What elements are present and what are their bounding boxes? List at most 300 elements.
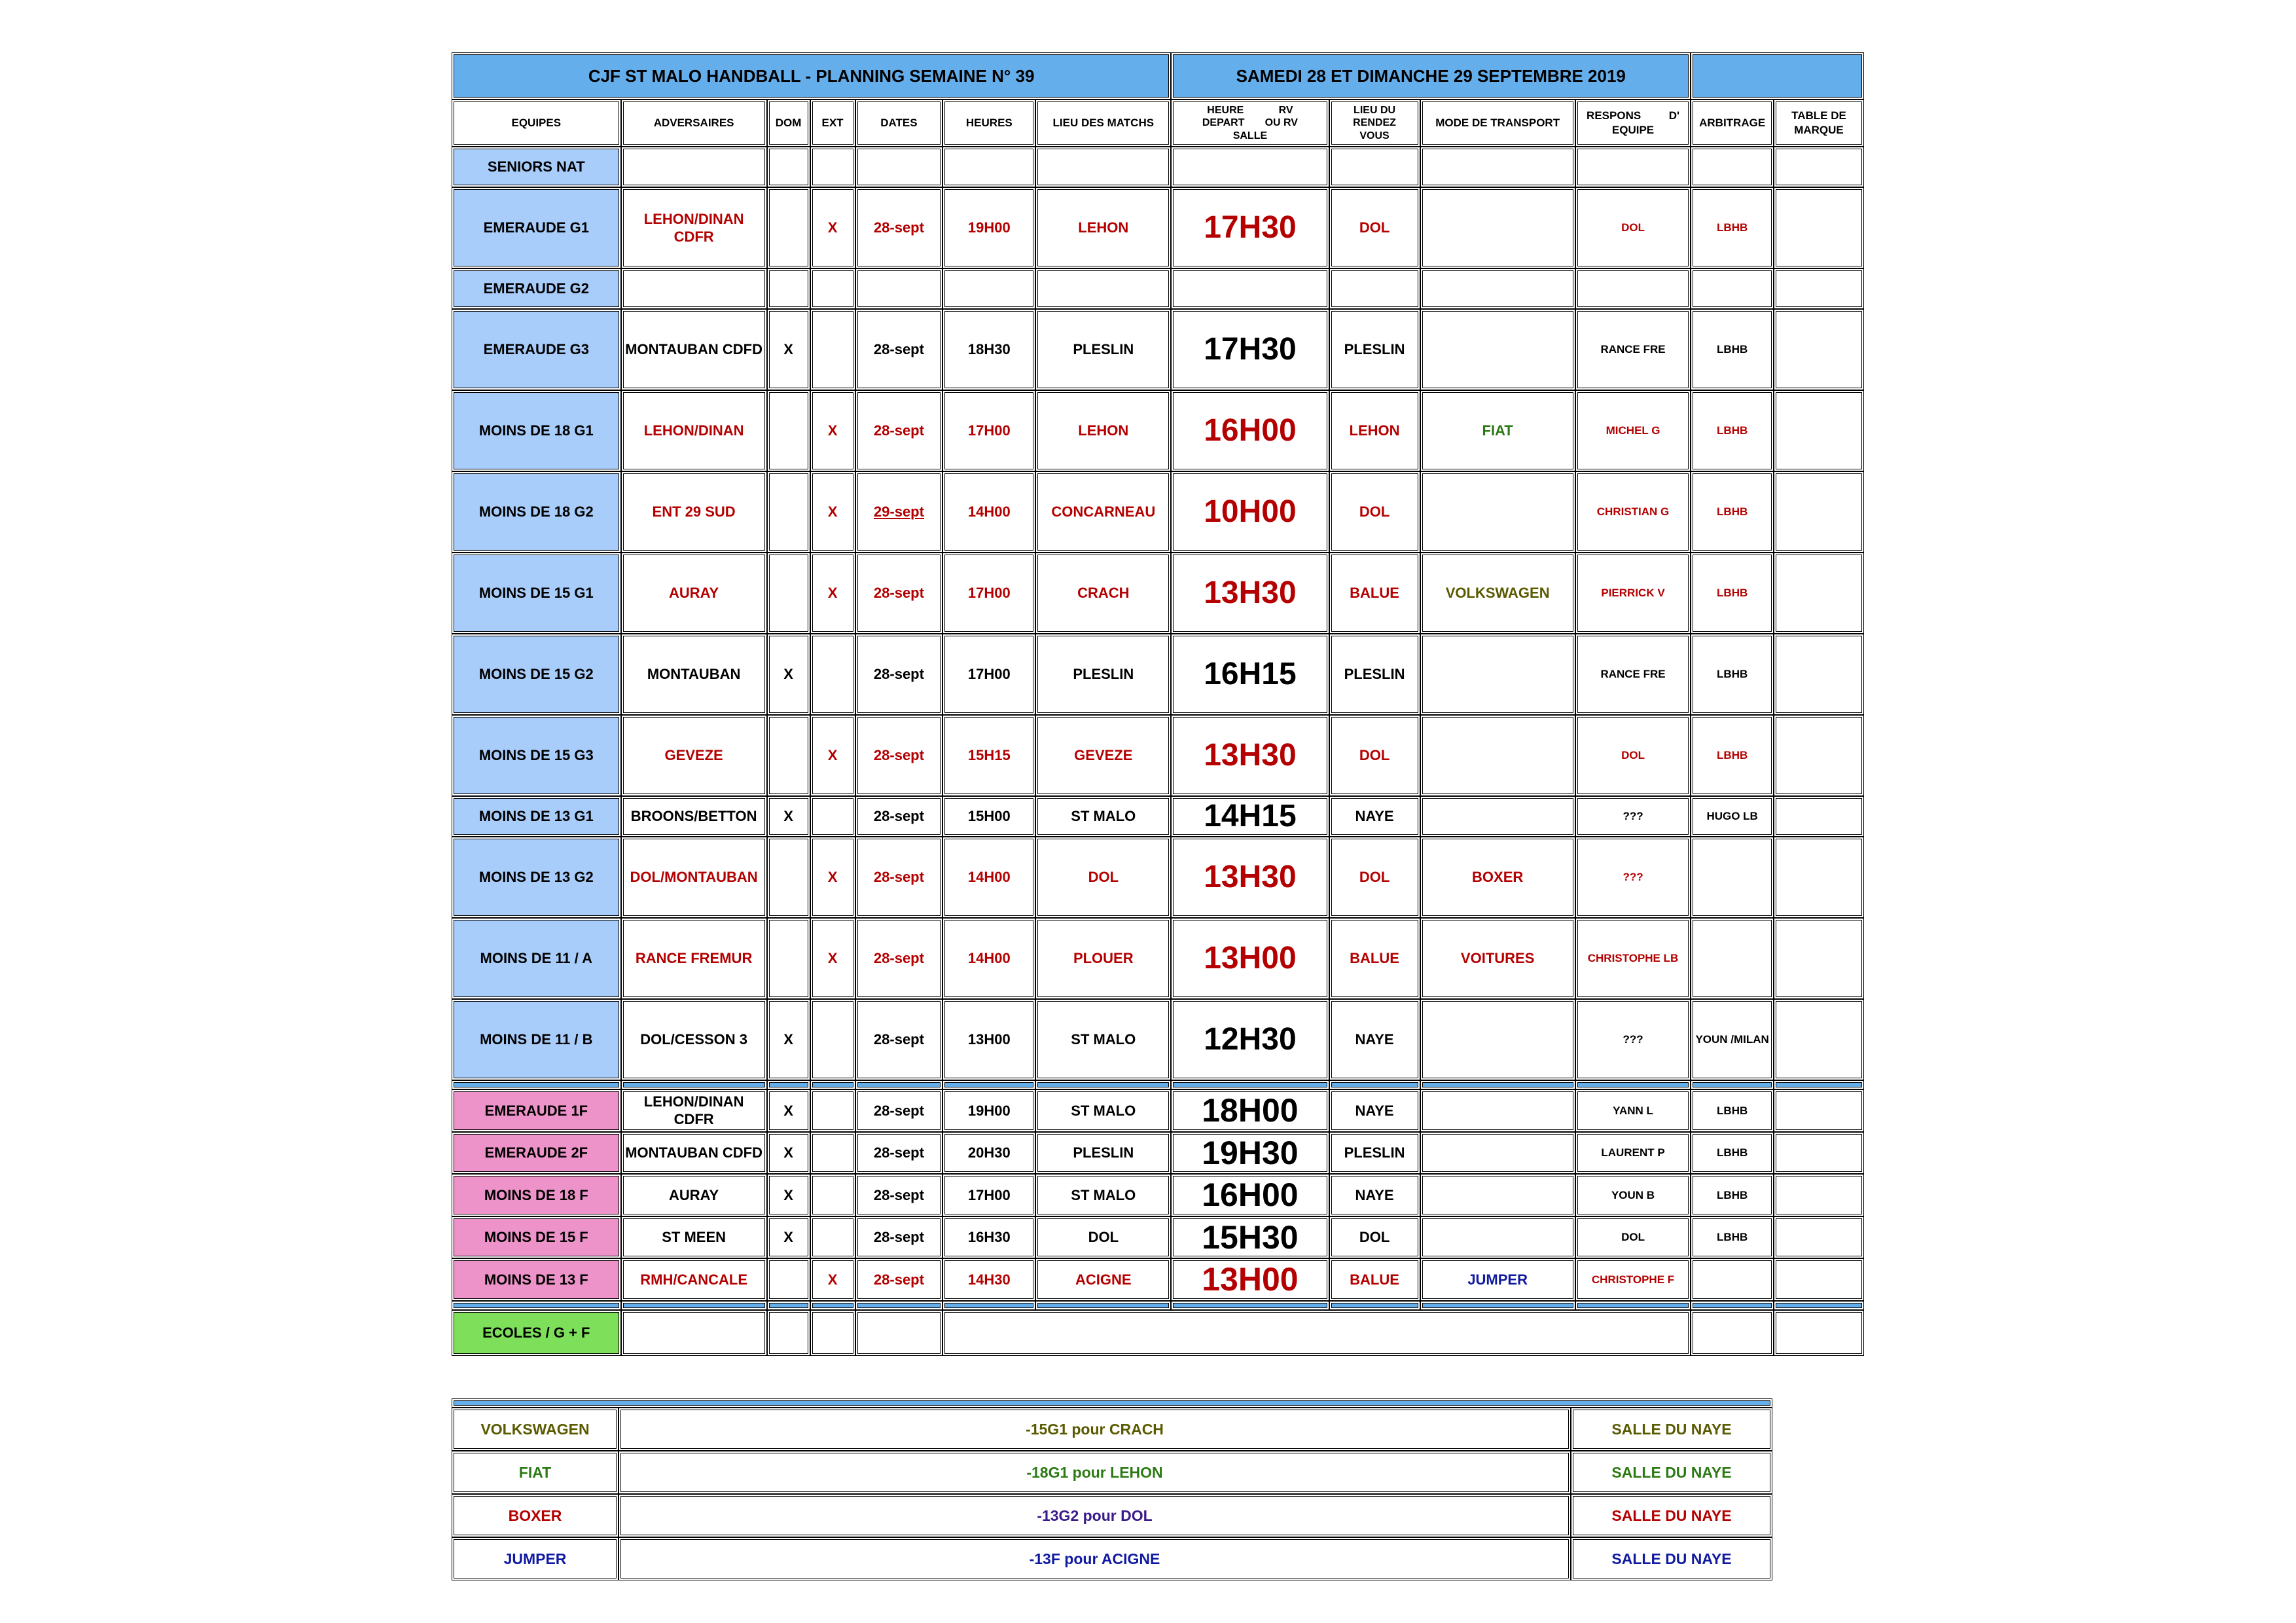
adversaire-cell: MONTAUBAN — [621, 634, 767, 715]
transport-cell: JUMPER — [1420, 1258, 1575, 1301]
column-header-row — [452, 100, 1864, 147]
table-row — [452, 1174, 1864, 1216]
ext-cell: X — [810, 471, 855, 553]
date-cell: 28-sept — [855, 1089, 943, 1132]
rv-time-cell — [1171, 147, 1329, 187]
cell — [1691, 1310, 1774, 1356]
table-row — [452, 918, 1864, 999]
date-cell: 28-sept — [855, 918, 943, 999]
col-lieu-rdv-l3: VOUS — [1359, 130, 1390, 141]
lieu-cell: ST MALO — [1035, 1089, 1171, 1132]
table-marque-cell — [1774, 837, 1864, 918]
arbitrage-cell: LBHB — [1691, 634, 1774, 715]
table-marque-cell — [1774, 553, 1864, 634]
rdv-cell: BALUE — [1329, 1258, 1420, 1301]
col-table-marque — [1774, 100, 1864, 147]
lieu-cell: DOL — [1035, 1216, 1171, 1259]
adversaire-cell: GEVEZE — [621, 715, 767, 796]
table-row — [452, 309, 1864, 390]
table-row — [452, 1089, 1864, 1132]
table-marque-cell — [1774, 1258, 1864, 1301]
heure-cell: 17H00 — [942, 553, 1035, 634]
transport-cell — [1420, 796, 1575, 837]
col-lieu-rdv-l2: RENDEZ — [1353, 117, 1396, 129]
transport-cell — [1420, 1089, 1575, 1132]
table-marque-cell — [1774, 1216, 1864, 1259]
date-cell: 28-sept — [855, 1132, 943, 1175]
rv-time-cell: 12H30 — [1171, 999, 1329, 1080]
arbitrage-cell: LBHB — [1691, 390, 1774, 471]
team-cell: ECOLES / G + F — [452, 1310, 621, 1356]
rdv-cell: NAYE — [1329, 796, 1420, 837]
arbitrage-cell: LBHB — [1691, 1216, 1774, 1259]
rv-time-cell: 16H15 — [1171, 634, 1329, 715]
heure-cell: 17H00 — [942, 634, 1035, 715]
legend-row — [452, 1494, 1772, 1537]
responsable-cell: ??? — [1575, 999, 1691, 1080]
col-respons — [1575, 100, 1691, 147]
col-adversaires: ADVERSAIRES — [621, 100, 767, 147]
col-lieu-rdv-l1: LIEU DU — [1354, 105, 1396, 117]
legend-salle: SALLE DU NAYE — [1571, 1537, 1772, 1580]
lieu-cell: ST MALO — [1035, 1174, 1171, 1216]
team-cell: MOINS DE 13 G1 — [452, 796, 621, 837]
team-cell: MOINS DE 18 F — [452, 1174, 621, 1216]
legend-vehicle: VOLKSWAGEN — [452, 1408, 619, 1451]
date-cell: 28-sept — [855, 1258, 943, 1301]
transport-cell — [1420, 715, 1575, 796]
arbitrage-cell: HUGO LB — [1691, 796, 1774, 837]
rdv-cell: DOL — [1329, 837, 1420, 918]
table-row — [452, 715, 1864, 796]
col-dom: DOM — [767, 100, 810, 147]
rv-time-cell: 10H00 — [1171, 471, 1329, 553]
legend-description: -13G2 pour DOL — [619, 1494, 1571, 1537]
ext-cell — [810, 309, 855, 390]
title-blank-cell — [1691, 52, 1864, 100]
rdv-cell — [1329, 268, 1420, 309]
date-cell: 28-sept — [855, 1174, 943, 1216]
cell — [810, 1310, 855, 1356]
lieu-cell: CRACH — [1035, 553, 1171, 634]
lieu-cell: ST MALO — [1035, 796, 1171, 837]
rdv-cell: DOL — [1329, 471, 1420, 553]
table-row — [452, 837, 1864, 918]
ext-cell — [810, 268, 855, 309]
transport-cell — [1420, 634, 1575, 715]
table-marque-cell — [1774, 187, 1864, 268]
heure-cell: 18H30 — [942, 309, 1035, 390]
ext-cell — [810, 1089, 855, 1132]
col-dates: DATES — [855, 100, 943, 147]
lieu-cell: DOL — [1035, 837, 1171, 918]
responsable-cell: YANN L — [1575, 1089, 1691, 1132]
arbitrage-cell — [1691, 918, 1774, 999]
date-cell: 28-sept — [855, 715, 943, 796]
transport-cell — [1420, 147, 1575, 187]
dom-cell: X — [767, 1089, 810, 1132]
team-cell: MOINS DE 18 G2 — [452, 471, 621, 553]
team-cell: MOINS DE 11 / A — [452, 918, 621, 999]
lieu-cell: ACIGNE — [1035, 1258, 1171, 1301]
legend-row — [452, 1451, 1772, 1494]
col-lieu-rdv — [1329, 100, 1420, 147]
ext-cell — [810, 634, 855, 715]
dom-cell — [767, 390, 810, 471]
cell — [1774, 1310, 1864, 1356]
heure-cell: 16H30 — [942, 1216, 1035, 1259]
table-marque-cell — [1774, 471, 1864, 553]
cell — [855, 1310, 943, 1356]
cell — [942, 1310, 1691, 1356]
ext-cell — [810, 1174, 855, 1216]
heure-cell: 15H00 — [942, 796, 1035, 837]
adversaire-cell — [621, 268, 767, 309]
ext-cell — [810, 1132, 855, 1175]
dom-cell — [767, 147, 810, 187]
transport-cell: VOITURES — [1420, 918, 1575, 999]
rv-time-cell: 13H30 — [1171, 715, 1329, 796]
col-table-l1: TABLE DE — [1791, 109, 1846, 122]
arbitrage-cell: LBHB — [1691, 471, 1774, 553]
rdv-cell: PLESLIN — [1329, 1132, 1420, 1175]
col-heure-rv-l1: HEURE RV — [1207, 105, 1293, 117]
ext-cell — [810, 796, 855, 837]
table-row — [452, 1258, 1864, 1301]
col-transport: MODE DE TRANSPORT — [1420, 100, 1575, 147]
responsable-cell: YOUN B — [1575, 1174, 1691, 1216]
lieu-cell: CONCARNEAU — [1035, 471, 1171, 553]
responsable-cell: CHRISTIAN G — [1575, 471, 1691, 553]
rv-time-cell: 16H00 — [1171, 390, 1329, 471]
lieu-cell: LEHON — [1035, 390, 1171, 471]
col-equipes: EQUIPES — [452, 100, 621, 147]
adversaire-cell: LEHON/DINAN CDFR — [621, 187, 767, 268]
team-cell: MOINS DE 18 G1 — [452, 390, 621, 471]
page-title: CJF ST MALO HANDBALL - PLANNING SEMAINE N° 39 — [452, 52, 1171, 100]
date-cell: 28-sept — [855, 796, 943, 837]
transport-cell: VOLKSWAGEN — [1420, 553, 1575, 634]
transport-cell — [1420, 187, 1575, 268]
col-heures: HEURES — [942, 100, 1035, 147]
col-arbitrage: ARBITRAGE — [1691, 100, 1774, 147]
dom-cell — [767, 187, 810, 268]
ext-cell — [810, 147, 855, 187]
arbitrage-cell — [1691, 1258, 1774, 1301]
dom-cell: X — [767, 1216, 810, 1259]
table-marque-cell — [1774, 715, 1864, 796]
date-cell — [855, 268, 943, 309]
responsable-cell: CHRISTOPHE F — [1575, 1258, 1691, 1301]
table-marque-cell — [1774, 999, 1864, 1080]
responsable-cell: RANCE FRE — [1575, 634, 1691, 715]
team-cell: MOINS DE 15 F — [452, 1216, 621, 1259]
table-row — [452, 999, 1864, 1080]
adversaire-cell: LEHON/DINAN CDFR — [621, 1089, 767, 1132]
dom-cell: X — [767, 999, 810, 1080]
transport-cell — [1420, 999, 1575, 1080]
ext-cell: X — [810, 390, 855, 471]
dom-cell — [767, 471, 810, 553]
table-row — [452, 796, 1864, 837]
col-heure-rv — [1171, 100, 1329, 147]
legend-description: -13F pour ACIGNE — [619, 1537, 1571, 1580]
responsable-cell: DOL — [1575, 187, 1691, 268]
ext-cell: X — [810, 918, 855, 999]
team-cell: MOINS DE 15 G3 — [452, 715, 621, 796]
dom-cell: X — [767, 634, 810, 715]
rv-time-cell: 18H00 — [1171, 1089, 1329, 1132]
arbitrage-cell: LBHB — [1691, 187, 1774, 268]
rdv-cell: DOL — [1329, 715, 1420, 796]
heure-cell — [942, 147, 1035, 187]
adversaire-cell: BROONS/BETTON — [621, 796, 767, 837]
responsable-cell — [1575, 268, 1691, 309]
table-row — [452, 1216, 1864, 1259]
table-marque-cell — [1774, 309, 1864, 390]
date-cell: 28-sept — [855, 634, 943, 715]
responsable-cell: ??? — [1575, 837, 1691, 918]
arbitrage-cell: LBHB — [1691, 1174, 1774, 1216]
date-cell: 28-sept — [855, 309, 943, 390]
transport-cell — [1420, 268, 1575, 309]
responsable-cell: DOL — [1575, 715, 1691, 796]
responsable-cell: RANCE FRE — [1575, 309, 1691, 390]
ecoles-row — [452, 1310, 1864, 1356]
table-row — [452, 553, 1864, 634]
ext-cell: X — [810, 187, 855, 268]
dom-cell — [767, 715, 810, 796]
lieu-cell: LEHON — [1035, 187, 1171, 268]
planning-table — [452, 52, 1864, 1356]
table-marque-cell — [1774, 390, 1864, 471]
arbitrage-cell: LBHB — [1691, 309, 1774, 390]
arbitrage-cell — [1691, 837, 1774, 918]
transport-cell: FIAT — [1420, 390, 1575, 471]
ext-cell: X — [810, 1258, 855, 1301]
rdv-cell — [1329, 147, 1420, 187]
arbitrage-cell — [1691, 147, 1774, 187]
table-marque-cell — [1774, 147, 1864, 187]
weekend-dates: SAMEDI 28 ET DIMANCHE 29 SEPTEMBRE 2019 — [1171, 52, 1691, 100]
col-lieu-matchs: LIEU DES MATCHS — [1035, 100, 1171, 147]
ext-cell — [810, 1216, 855, 1259]
dom-cell — [767, 1258, 810, 1301]
legend-vehicle: BOXER — [452, 1494, 619, 1537]
team-cell: MOINS DE 11 / B — [452, 999, 621, 1080]
responsable-cell: DOL — [1575, 1216, 1691, 1259]
arbitrage-cell: LBHB — [1691, 1132, 1774, 1175]
rv-time-cell: 13H00 — [1171, 918, 1329, 999]
lieu-cell: ST MALO — [1035, 999, 1171, 1080]
team-cell: MOINS DE 15 G2 — [452, 634, 621, 715]
rdv-cell: NAYE — [1329, 999, 1420, 1080]
transport-cell — [1420, 1216, 1575, 1259]
heure-cell: 20H30 — [942, 1132, 1035, 1175]
adversaire-cell: MONTAUBAN CDFD — [621, 309, 767, 390]
cell — [621, 1310, 767, 1356]
arbitrage-cell: LBHB — [1691, 553, 1774, 634]
heure-cell: 14H00 — [942, 918, 1035, 999]
dom-cell: X — [767, 309, 810, 390]
dom-cell — [767, 268, 810, 309]
team-cell: MOINS DE 15 G1 — [452, 553, 621, 634]
heure-cell: 15H15 — [942, 715, 1035, 796]
date-cell — [855, 147, 943, 187]
rdv-cell: PLESLIN — [1329, 634, 1420, 715]
team-cell: MOINS DE 13 G2 — [452, 837, 621, 918]
heure-cell: 14H30 — [942, 1258, 1035, 1301]
table-marque-cell — [1774, 1132, 1864, 1175]
date-cell: 28-sept — [855, 553, 943, 634]
adversaire-cell: DOL/CESSON 3 — [621, 999, 767, 1080]
legend-vehicle: JUMPER — [452, 1537, 619, 1580]
col-heure-rv-l2: DEPART OU RV — [1202, 117, 1298, 129]
adversaire-cell: ST MEEN — [621, 1216, 767, 1259]
table-row — [452, 390, 1864, 471]
heure-cell: 17H00 — [942, 390, 1035, 471]
rv-time-cell: 19H30 — [1171, 1132, 1329, 1175]
col-respons-l1: RESPONS D' — [1587, 109, 1680, 122]
team-cell: SENIORS NAT — [452, 147, 621, 187]
col-heure-rv-l3: SALLE — [1232, 130, 1268, 141]
ext-cell — [810, 999, 855, 1080]
arbitrage-cell: LBHB — [1691, 1089, 1774, 1132]
responsable-cell: CHRISTOPHE LB — [1575, 918, 1691, 999]
table-row — [452, 187, 1864, 268]
adversaire-cell — [621, 147, 767, 187]
rdv-cell: BALUE — [1329, 918, 1420, 999]
arbitrage-cell: LBHB — [1691, 715, 1774, 796]
rv-time-cell: 17H30 — [1171, 187, 1329, 268]
cell — [767, 1310, 810, 1356]
heure-cell: 19H00 — [942, 1089, 1035, 1132]
adversaire-cell: ENT 29 SUD — [621, 471, 767, 553]
table-row — [452, 147, 1864, 187]
legend-salle: SALLE DU NAYE — [1571, 1408, 1772, 1451]
rdv-cell: BALUE — [1329, 553, 1420, 634]
rv-time-cell: 13H30 — [1171, 553, 1329, 634]
separator-row — [452, 1080, 1864, 1089]
table-marque-cell — [1774, 634, 1864, 715]
lieu-cell — [1035, 147, 1171, 187]
date-cell: 28-sept — [855, 999, 943, 1080]
rv-time-cell: 13H00 — [1171, 1258, 1329, 1301]
rv-time-cell: 16H00 — [1171, 1174, 1329, 1216]
rv-time-cell — [1171, 268, 1329, 309]
separator-row — [452, 1301, 1864, 1310]
team-cell: MOINS DE 13 F — [452, 1258, 621, 1301]
male-rows — [452, 147, 1864, 1080]
ext-cell: X — [810, 715, 855, 796]
legend-salle: SALLE DU NAYE — [1571, 1494, 1772, 1537]
dom-cell — [767, 918, 810, 999]
dom-cell — [767, 837, 810, 918]
ext-cell: X — [810, 553, 855, 634]
rdv-cell: DOL — [1329, 1216, 1420, 1259]
date-cell: 28-sept — [855, 390, 943, 471]
table-marque-cell — [1774, 268, 1864, 309]
date-cell: 28-sept — [855, 837, 943, 918]
responsable-cell — [1575, 147, 1691, 187]
rdv-cell: NAYE — [1329, 1089, 1420, 1132]
date-cell: 28-sept — [855, 187, 943, 268]
adversaire-cell: AURAY — [621, 1174, 767, 1216]
date-cell: 29-sept — [855, 471, 943, 553]
table-marque-cell — [1774, 796, 1864, 837]
legend-row — [452, 1408, 1772, 1451]
rv-time-cell: 14H15 — [1171, 796, 1329, 837]
dom-cell: X — [767, 1174, 810, 1216]
transport-cell — [1420, 1132, 1575, 1175]
team-cell: EMERAUDE 2F — [452, 1132, 621, 1175]
responsable-cell: PIERRICK V — [1575, 553, 1691, 634]
heure-cell: 19H00 — [942, 187, 1035, 268]
female-rows — [452, 1089, 1864, 1301]
ext-cell: X — [810, 837, 855, 918]
adversaire-cell: DOL/MONTAUBAN — [621, 837, 767, 918]
legend-description: -18G1 pour LEHON — [619, 1451, 1571, 1494]
heure-cell — [942, 268, 1035, 309]
rv-time-cell: 13H30 — [1171, 837, 1329, 918]
dom-cell: X — [767, 1132, 810, 1175]
table-row — [452, 471, 1864, 553]
transport-cell — [1420, 1174, 1575, 1216]
adversaire-cell: MONTAUBAN CDFD — [621, 1132, 767, 1175]
lieu-cell: GEVEZE — [1035, 715, 1171, 796]
legend-vehicle: FIAT — [452, 1451, 619, 1494]
table-marque-cell — [1774, 1174, 1864, 1216]
rdv-cell: DOL — [1329, 187, 1420, 268]
rv-time-cell: 17H30 — [1171, 309, 1329, 390]
adversaire-cell: RANCE FREMUR — [621, 918, 767, 999]
rv-time-cell: 15H30 — [1171, 1216, 1329, 1259]
team-cell: EMERAUDE G3 — [452, 309, 621, 390]
table-marque-cell — [1774, 918, 1864, 999]
lieu-cell: PLESLIN — [1035, 309, 1171, 390]
table-row — [452, 268, 1864, 309]
adversaire-cell: RMH/CANCALE — [621, 1258, 767, 1301]
lieu-cell: PLESLIN — [1035, 634, 1171, 715]
table-row — [452, 1132, 1864, 1175]
col-respons-l2: EQUIPE — [1611, 124, 1655, 136]
legend-description: -15G1 pour CRACH — [619, 1408, 1571, 1451]
legend-row — [452, 1537, 1772, 1580]
transport-cell — [1420, 309, 1575, 390]
heure-cell: 14H00 — [942, 471, 1035, 553]
team-cell: EMERAUDE G1 — [452, 187, 621, 268]
title-row — [452, 52, 1864, 100]
heure-cell: 17H00 — [942, 1174, 1035, 1216]
heure-cell: 13H00 — [942, 999, 1035, 1080]
rdv-cell: NAYE — [1329, 1174, 1420, 1216]
responsable-cell: ??? — [1575, 796, 1691, 837]
rdv-cell: LEHON — [1329, 390, 1420, 471]
transport-legend — [452, 1398, 1772, 1580]
date-cell: 28-sept — [855, 1216, 943, 1259]
adversaire-cell: AURAY — [621, 553, 767, 634]
lieu-cell: PLESLIN — [1035, 1132, 1171, 1175]
lieu-cell — [1035, 268, 1171, 309]
arbitrage-cell: YOUN /MILAN — [1691, 999, 1774, 1080]
dom-cell — [767, 553, 810, 634]
col-ext: EXT — [810, 100, 855, 147]
responsable-cell: MICHEL G — [1575, 390, 1691, 471]
legend-salle: SALLE DU NAYE — [1571, 1451, 1772, 1494]
transport-cell: BOXER — [1420, 837, 1575, 918]
adversaire-cell: LEHON/DINAN — [621, 390, 767, 471]
col-table-l2: MARQUE — [1794, 124, 1844, 136]
